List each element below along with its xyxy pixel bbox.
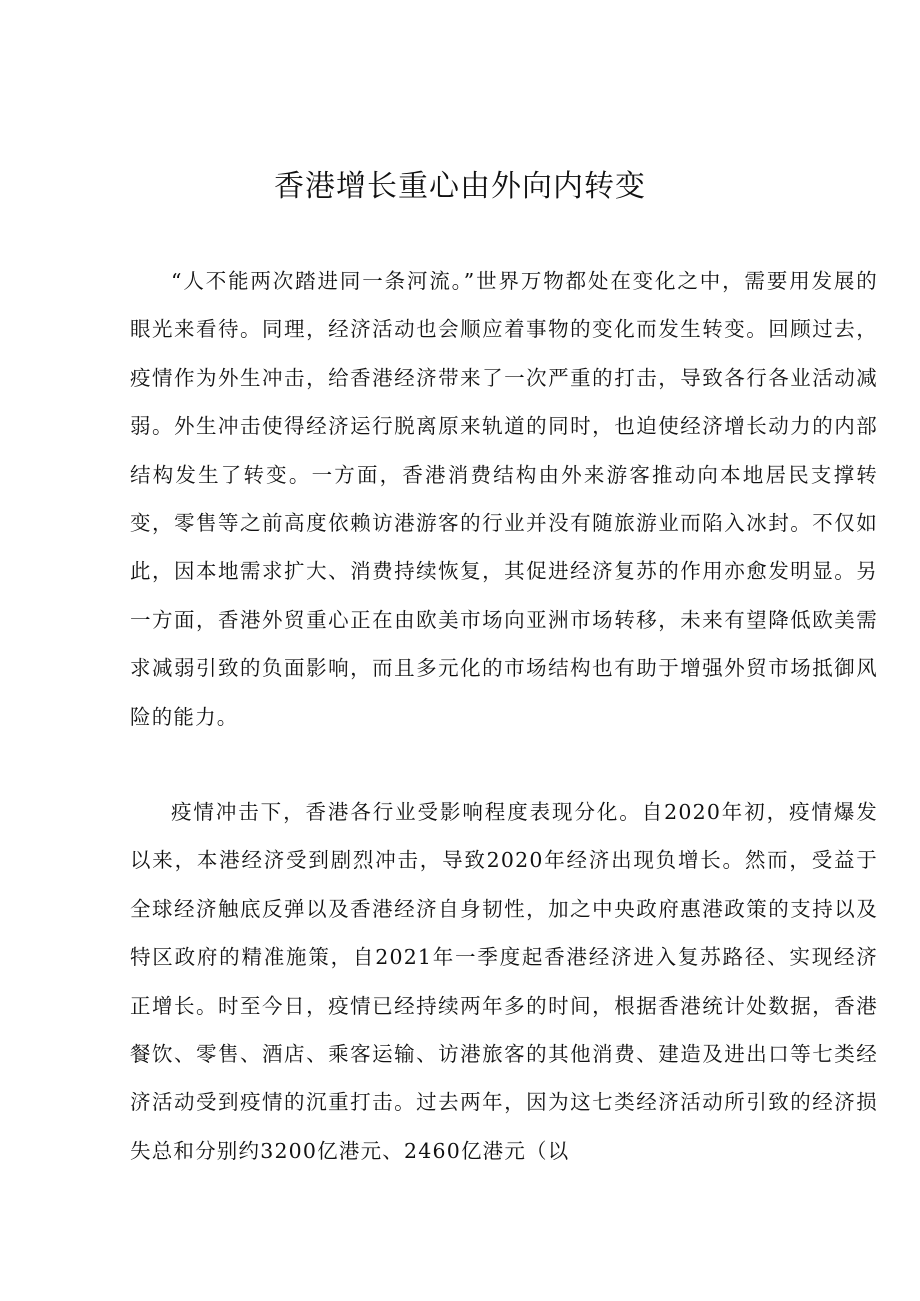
body-paragraph-1: “人不能两次踏进同一条河流。”世界万物都处在变化之中，需要用发展的眼光来看待。同理，经济活动也会顺应着事物的变化而发生转变。回顾过去，疫情作为外生冲击，给香港经济带来了一次严重的打击，导致各行各业活动减弱。外生冲击使得经济运行脱离原来轨道的同时，也迫使经济增长动力的内部结构发生了转变。一方面，香港消费结构由外来游客推动向本地居民支撑转变，零售等之前高度依赖访港游客的行业并没有随旅游业而陷入冰封。不仅如此，因本地需求扩大、消费持续恢复，其促进经济复苏的作用亦愈发明显。另一方面，香港外贸重心正在由欧美市场向亚洲市场转移，未来有望降低欧美需求减弱引致的负面影响，而且多元化的市场结构也有助于增强外贸市场抵御风险的能力。 [130,269,878,729]
page-title: 香港增长重心由外向内转变 [274,169,646,204]
body-paragraph-2: 疫情冲击下，香港各行业受影响程度表现分化。自2020年初，疫情爆发以来，本港经济受到剧烈冲击，导致2020年经济出现负增长。然而，受益于全球经济触底反弹以及香港经济自身韧性，加之中央政府惠港政策的支持以及特区政府的精准施策，自2021年一季度起香港经济进入复苏路径、实现经济正增长。时至今日，疫情已经持续两年多的时间，根据香港统计处数据，香港餐饮、零售、酒店、乘客运输、访港旅客的其他消费、建造及进出口等七类经济活动受到疫情的沉重打击。过去两年，因为这七类经济活动所引致的经济损失总和分别约3200亿港元、2460亿港元（以 [130,800,878,1163]
